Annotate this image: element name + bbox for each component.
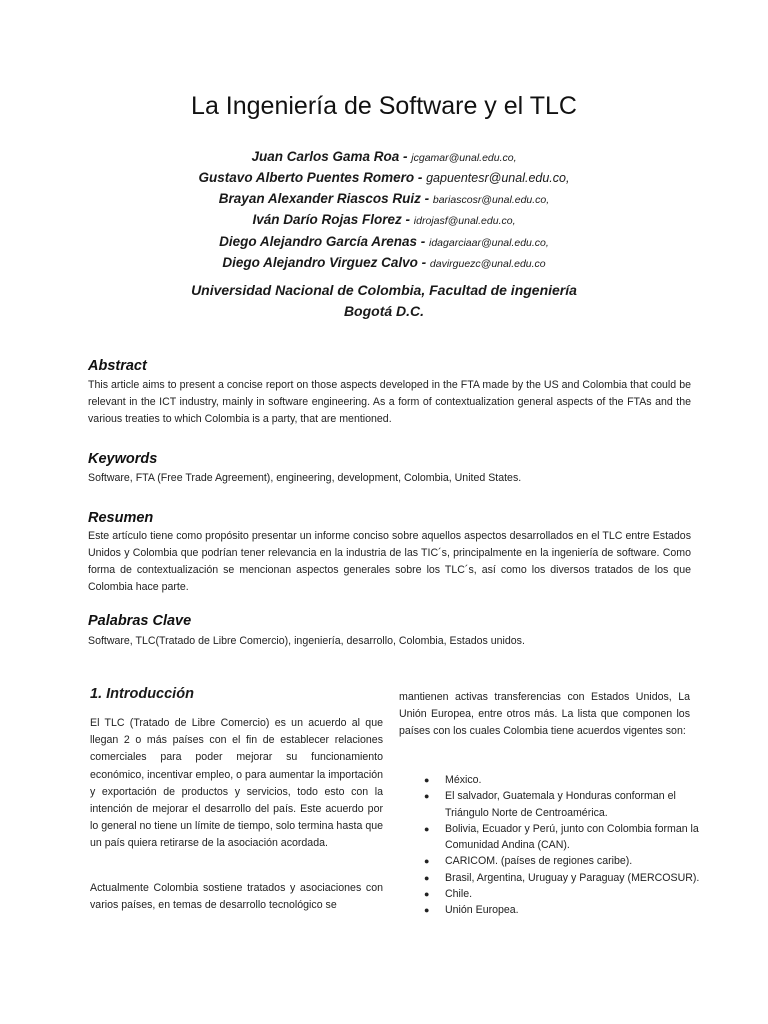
paper-title: La Ingeniería de Software y el TLC [191,92,577,120]
author-email[interactable]: davirguezc@unal.edu.co [429,258,546,271]
resumen-text: Este artículo tiene como propósito presentar un informe conciso sobre aquellos aspectos desarrollados en el TLC entre Estados Unidos y Colombia que podrían tener relevancia en la industria de las TIC´s, principalmente en la ingeniería de software. Como forma de contextualización se mencionan aspectos generales sobre los TLC´s, así como los diversos tratados de los que Colombia hace parte. [88,530,691,593]
list-item [400,853,700,869]
abstract-text: This article aims to present a concise report on those aspects developed in the FTA made by the US and Colombia that could be relevant in the ICT industry, mainly in software engineering. As a form of contextualization general aspects of the FTAs and the various treaties to which Colombia is a party, that are mentioned. [88,379,691,425]
author-name: Diego Alejandro García Arenas [219,233,417,249]
author-email[interactable]: gapuentesr@unal.edu.co, [426,171,570,186]
list-item [400,902,700,918]
list-item [400,870,700,886]
list-item-text: México. [445,774,482,786]
author-email[interactable]: jcgamar@unal.edu.co, [411,152,517,164]
list-item-text: Unión Europea. [445,904,519,917]
bullet-icon: ● [424,889,430,900]
author-list [0,147,768,274]
author-email[interactable]: idagarciaar@unal.edu.co, [429,236,549,249]
bullet-icon: ● [424,856,430,867]
intro-paragraph-2: Actualmente Colombia sostiene tratados y asociaciones con varios países, en temas de desarrollo tecnológico se [90,882,383,912]
affiliation-city: Bogotá D.C. [343,303,425,319]
palabras-clave-text: Software, TLC(Tratado de Libre Comercio), ingeniería, desarrollo, Colombia, Estados unidos. [88,635,525,647]
author-name: Brayan Alexander Riascos Ruiz [218,190,421,206]
intro-paragraph-1: El TLC (Tratado de Libre Comercio) es un acuerdo al que llegan 2 o más países con el fin de establecer relaciones comerciales para poder mejorar su funcionamiento económico, incentivar empleo, o para aumentar la importación y exportación de productos y servicios, todo esto con la intención de mejorar el desarrollo del país. Este acuerdo por lo general no tiene un límite de tiempo, solo termina hasta que un país quiera retirarse de la asociación acordada. [90,717,383,850]
author-email[interactable]: bariascosr@unal.edu.co, [432,193,550,206]
author-separator: - [399,149,412,164]
bullet-icon: ● [424,775,430,785]
abstract-heading: Abstract [88,358,147,374]
author-line [0,189,768,210]
author-separator: - [401,212,414,228]
list-item [400,886,700,902]
list-item [400,821,700,854]
resumen-heading: Resumen [88,510,154,526]
author-name: Diego Alejandro Virguez Calvo [222,255,418,271]
keywords-text: Software, FTA (Free Trade Agreement), engineering, development, Colombia, United States. [88,472,522,484]
list-item-text: Bolivia, Ecuador y Perú, junto con Colombia forman la Comunidad Andina (CAN). [445,822,699,852]
author-line [0,147,768,168]
author-separator: - [417,233,429,249]
author-name: Gustavo Alberto Puentes Romero [198,170,415,186]
list-item-text: CARICOM. (países de regiones caribe). [445,855,633,868]
list-item-text: El salvador, Guatemala y Honduras conforman el Triángulo Norte de Centroamérica. [445,790,676,819]
author-name: Juan Carlos Gama Roa [251,149,400,164]
author-line [0,210,768,231]
author-separator: - [414,170,427,186]
keywords-heading: Keywords [88,451,158,467]
section-heading-introduccion: 1. Introducción [90,686,194,702]
intro-paragraph-3: mantienen activas transferencias con Estados Unidos, La Unión Europea, entre otros más. La lista que componen los países con los cuales Colombia tiene acuerdos vigentes son: [399,691,690,738]
bullet-icon: ● [424,905,430,916]
author-line [0,168,768,188]
bullet-icon: ● [424,872,430,883]
author-separator: - [420,190,433,206]
palabras-clave-heading: Palabras Clave [88,613,192,629]
author-email[interactable]: idrojasf@unal.edu.co, [413,215,516,228]
author-line [0,253,768,274]
list-item [400,772,700,788]
bullet-icon: ● [424,823,430,834]
affiliation-institution: Universidad Nacional de Colombia, Facultad de ingeniería [191,282,577,298]
bullet-icon: ● [424,791,430,802]
list-item-text: Brasil, Argentina, Uruguay y Paraguay (MERCOSUR). [445,871,700,884]
author-separator: - [417,255,430,271]
list-item [400,788,700,821]
author-line [0,232,768,253]
list-item-text: Chile. [445,888,473,901]
affiliation [0,280,768,322]
author-name: Iván Darío Rojas Florez [252,212,402,228]
agreements-list [400,772,700,919]
